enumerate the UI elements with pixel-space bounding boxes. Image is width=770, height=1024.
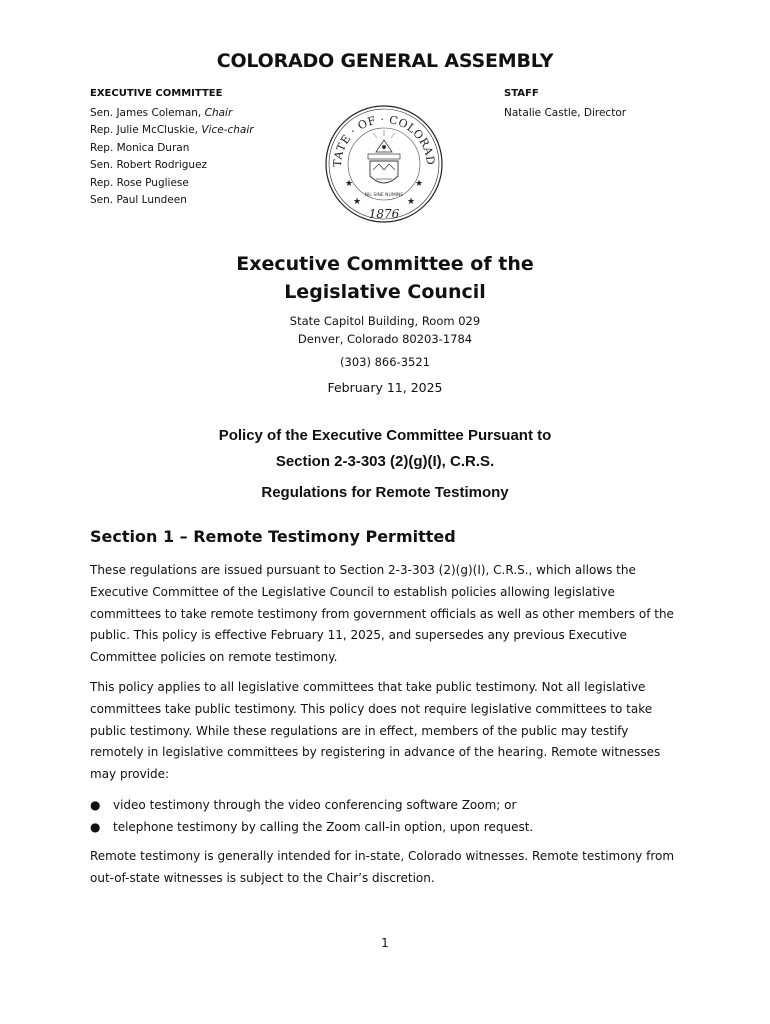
executive-committee-list <box>90 88 320 209</box>
assembly-title: COLORADO GENERAL ASSEMBLY <box>216 50 554 72</box>
regulations-subtitle: Regulations for Remote Testimony <box>261 484 509 501</box>
committee-address <box>0 312 770 348</box>
committee-title <box>0 250 770 306</box>
policy-title-line2: Section 2-3-303 (2)(g)(I), C.R.S. <box>275 453 495 470</box>
executive-committee-heading: EXECUTIVE COMMITTEE <box>90 88 223 99</box>
address-line2: Denver, Colorado 80203-1784 <box>297 332 473 346</box>
member-item: Sen. Robert Rodriguez <box>90 159 208 172</box>
committee-title-line1: Executive Committee of the <box>236 253 534 275</box>
seal-top-text: TATE · OF · COLORAD <box>330 112 438 168</box>
page-number: 1 <box>381 936 389 950</box>
bullet-icon: ● <box>90 798 101 812</box>
svg-text:★: ★ <box>407 197 416 207</box>
staff-director: Natalie Castle, Director <box>504 107 627 119</box>
seal-motto: NIL SINE NUMINE <box>364 193 404 198</box>
policy-title-line1: Policy of the Executive Committee Pursuant to <box>218 427 552 444</box>
svg-text:STATE · OF · COLORADO <box>323 100 437 167</box>
committee-title-line2: Legislative Council <box>284 281 486 303</box>
list-item-text: video testimony through the video conferencing software Zoom; or <box>113 798 517 812</box>
paragraph: Remote testimony is generally intended for in-state, Colorado witnesses. Remote testimony from out-of-state witnesses is subject to the Chair’s discretion. <box>90 849 675 885</box>
member-item: Sen. James Coleman, Chair <box>90 107 233 119</box>
member-item: Rep. Julie McCluskie, Vice-chair <box>90 124 254 137</box>
committee-phone: (303) 866-3521 <box>340 355 430 369</box>
member-item: Rep. Monica Duran <box>90 141 190 154</box>
document-date: February 11, 2025 <box>327 380 443 395</box>
policy-title <box>0 423 770 475</box>
seal-graphic <box>323 100 445 228</box>
section-heading: Section 1 – Remote Testimony Permitted <box>90 527 456 546</box>
paragraph: These regulations are issued pursuant to Section 2-3-303 (2)(g)(I), C.R.S., which allows the Executive Committee of the Legislative Council to establish policies allowing legislative committees to take remote testimony from government officials as well as other members of the public. This policy is effective February 11, 2025, and supersedes any previous Executive Committee policies on remote testimony. <box>90 563 674 665</box>
list-item <box>90 816 680 838</box>
member-item: Sen. Paul Lundeen <box>90 194 187 207</box>
bullet-icon: ● <box>90 820 101 834</box>
paragraph: This policy applies to all legislative committees that take public testimony. Not all legislative committees take public testimony. This policy does not require legislative committees to take public testimony. While these regulations are in effect, members of the public may testify remotely in legislative committees by registering in advance of the hearing. Remote witnesses may provide: <box>90 680 661 782</box>
list-item-text: telephone testimony by calling the Zoom call-in option, upon request. <box>113 820 534 834</box>
list-item <box>90 794 680 816</box>
staff-block <box>504 88 704 122</box>
bullet-list <box>90 794 680 838</box>
seal-year: 1876 <box>368 207 400 221</box>
svg-text:★: ★ <box>345 179 354 189</box>
svg-text:★: ★ <box>415 179 424 189</box>
state-seal-logo <box>323 100 445 228</box>
member-item: Rep. Rose Pugliese <box>90 176 189 189</box>
address-line1: State Capitol Building, Room 029 <box>289 314 481 328</box>
svg-text:★: ★ <box>353 197 362 207</box>
staff-heading: STAFF <box>504 88 539 99</box>
